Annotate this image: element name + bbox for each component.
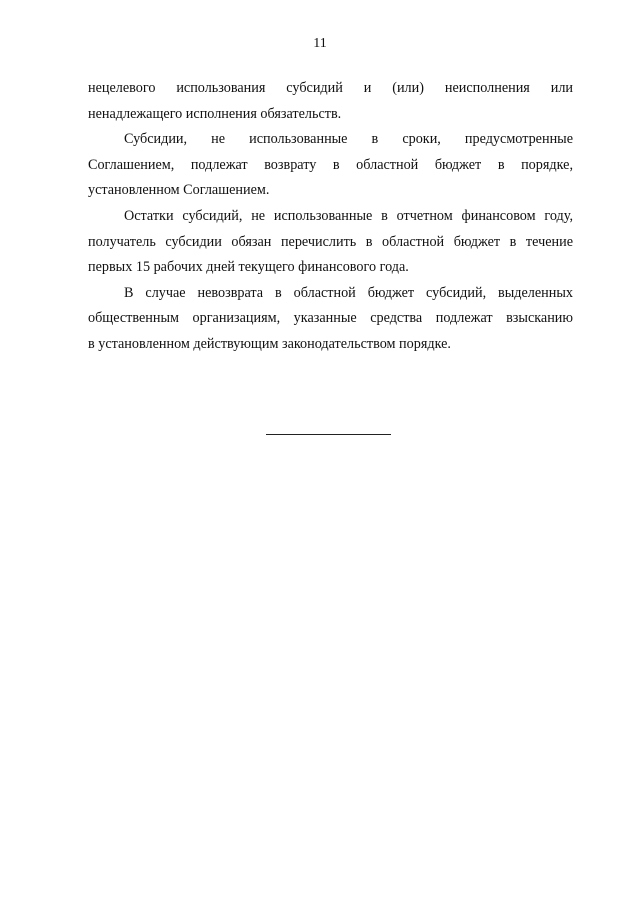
text-line: первых 15 рабочих дней текущего финансового года. — [88, 259, 409, 276]
text-line: получатель субсидии обязан перечислить в областной бюджет в течение — [88, 233, 573, 250]
text-line: общественным организациям, указанные средства подлежат взысканию — [88, 310, 573, 327]
text-line: В случае невозврата в областной бюджет субсидий, выделенных — [124, 284, 573, 301]
closing-rule — [266, 434, 391, 435]
document-body — [88, 76, 573, 358]
text-line: установленном Соглашением. — [88, 182, 270, 199]
text-line: Соглашением, подлежат возврату в областной бюджет в порядке, — [88, 156, 573, 173]
text-line: ненадлежащего исполнения обязательств. — [88, 105, 342, 122]
paragraph-continuation — [88, 76, 573, 127]
paragraph-non-return — [88, 281, 573, 358]
text-line: Остатки субсидий, не использованные в отчетном финансовом году, — [124, 207, 573, 224]
page-number: 11 — [313, 36, 327, 51]
paragraph-unused-subsidies — [88, 127, 573, 204]
text-line: Субсидии, не использованные в сроки, предусмотренные — [124, 131, 573, 148]
text-line: нецелевого использования субсидий и (или) неисполнения или — [88, 80, 573, 96]
paragraph-remaining-subsidies — [88, 204, 573, 281]
text-line: в установленном действующим законодательством порядке. — [88, 335, 451, 352]
